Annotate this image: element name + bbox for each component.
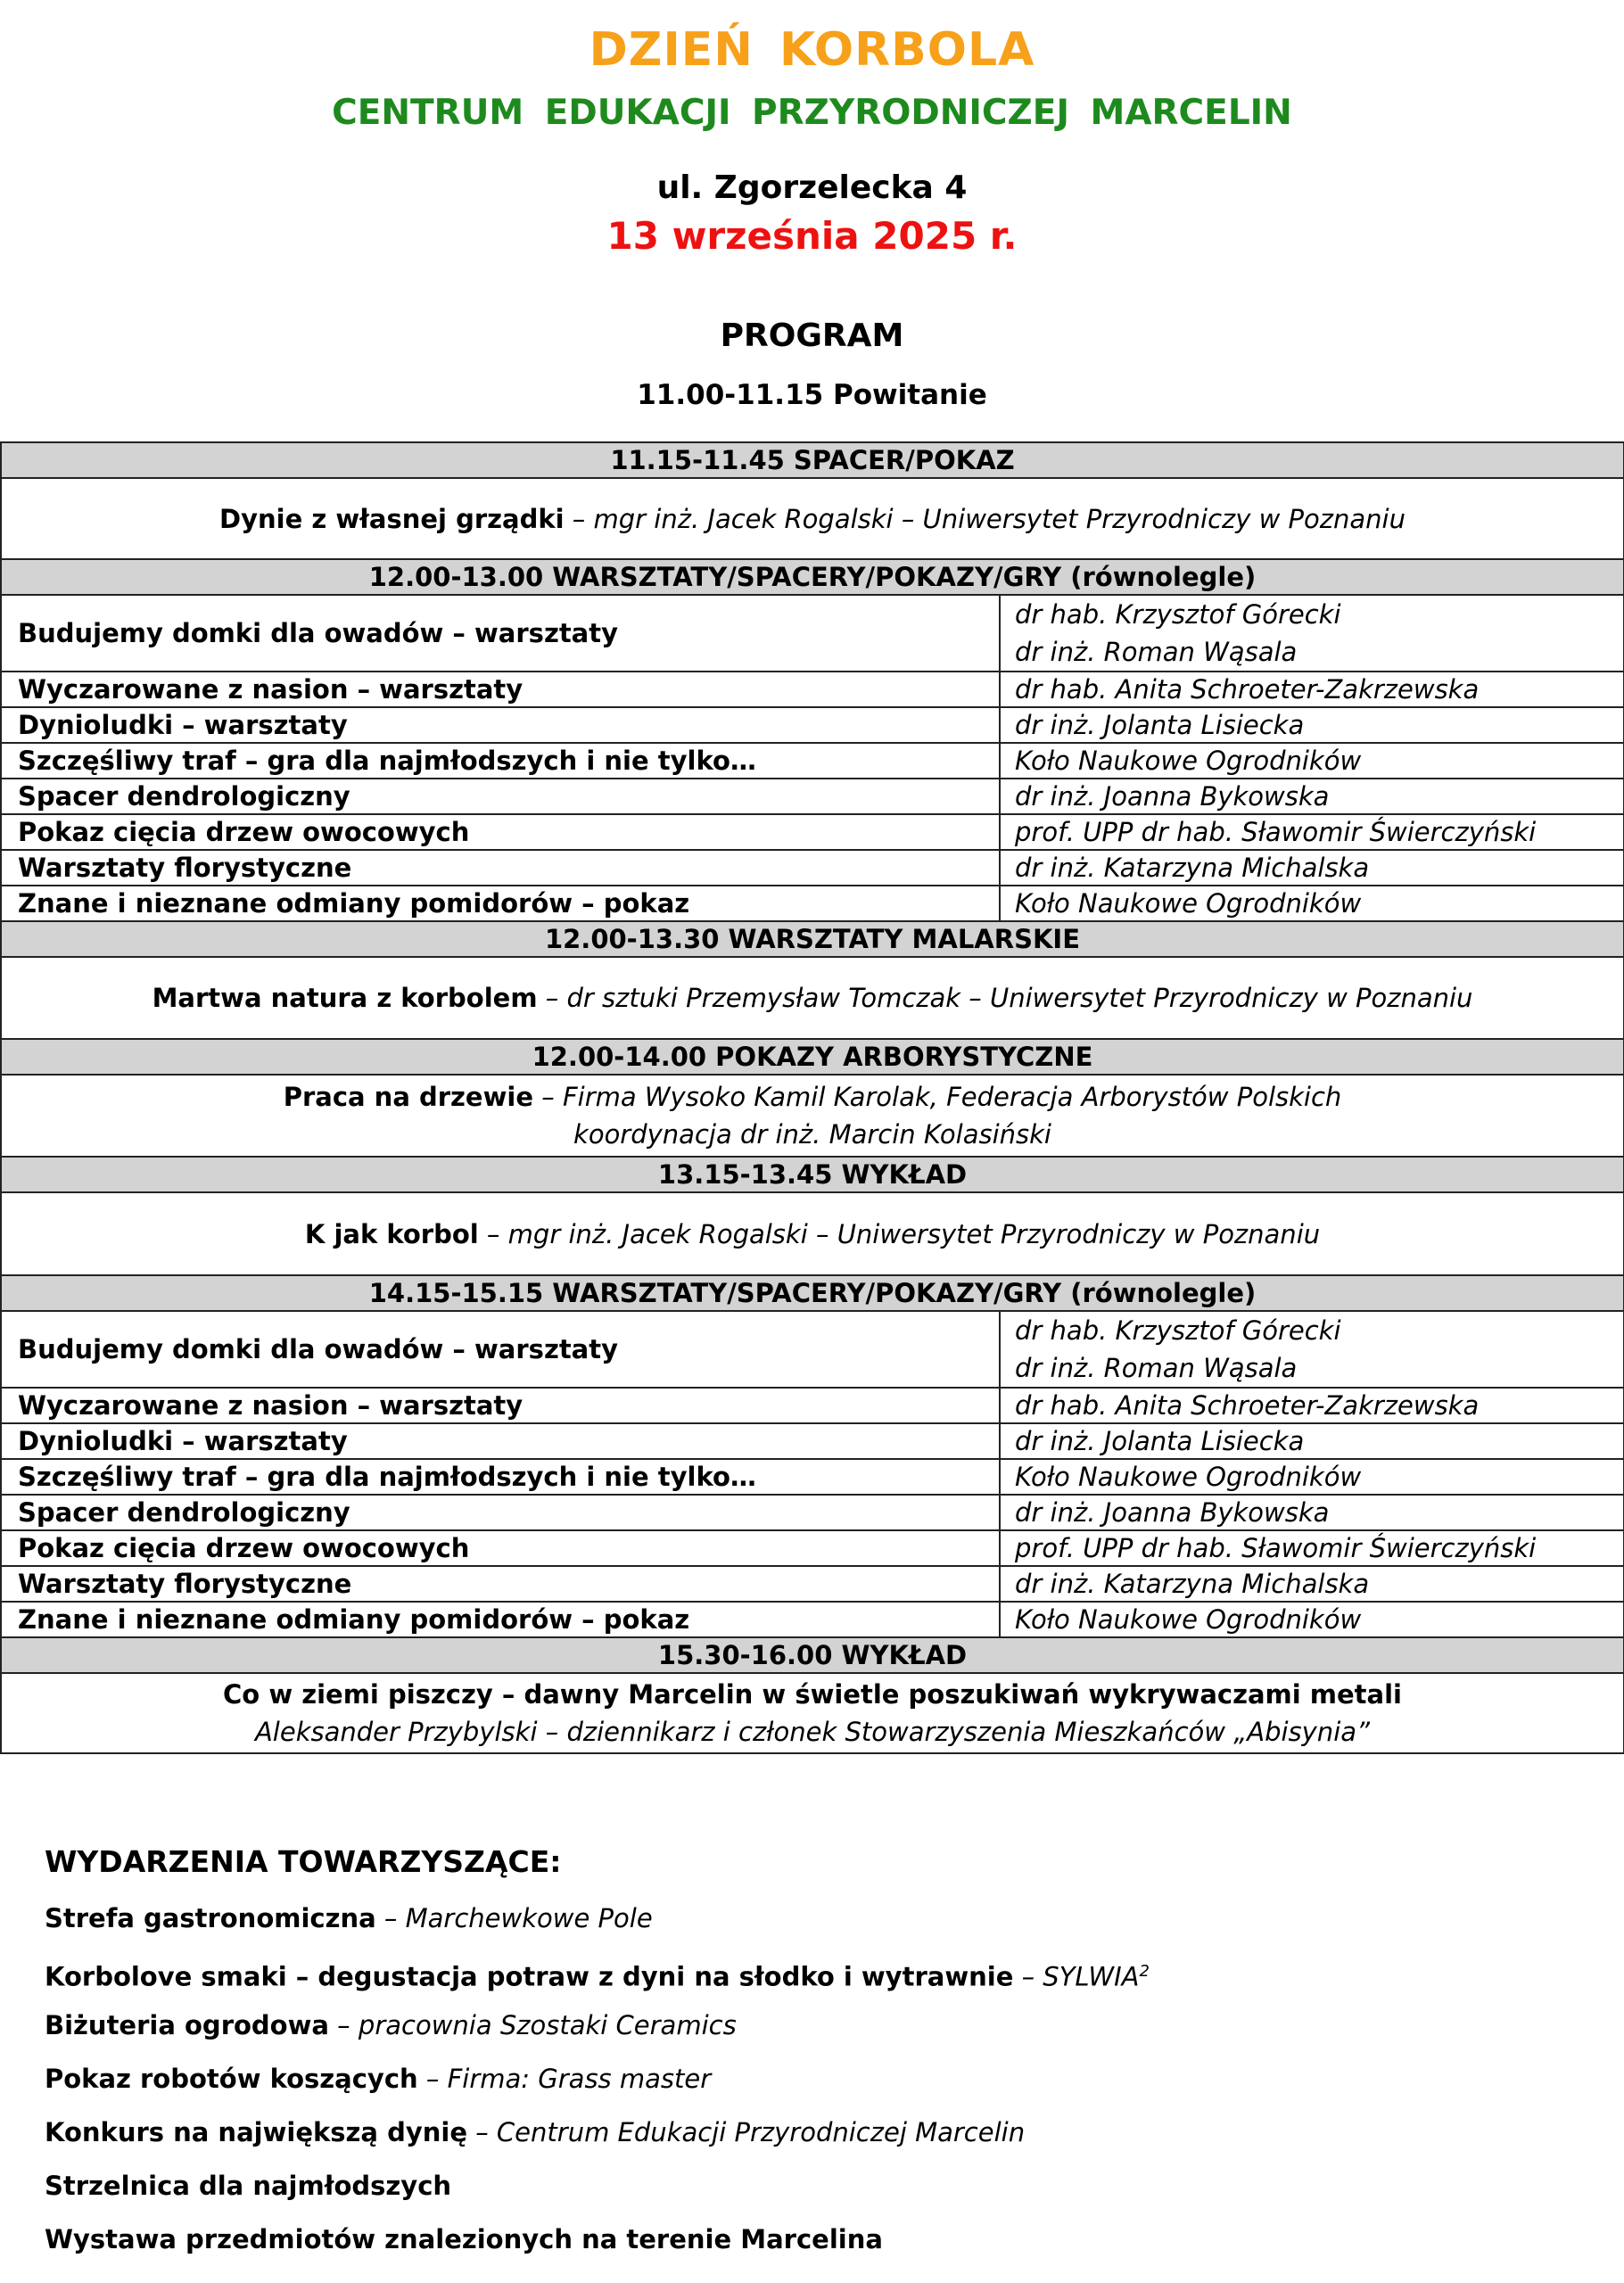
- activity-leader: dr hab. Krzysztof Górecki: [1015, 1315, 1341, 1346]
- table-row: [1, 1495, 1624, 1530]
- section-header-arborist: [1, 1039, 1624, 1075]
- session-title: Martwa natura z korbolem: [152, 983, 538, 1013]
- activity-name: Znane i nieznane odmiany pomidorów – pokaz: [1, 886, 1000, 921]
- section-content-lecture2: [1, 1673, 1624, 1753]
- section-heading: 13.15-13.45 WYKŁAD: [1, 1157, 1624, 1192]
- side-event-details: – Firma: Grass master: [417, 2064, 712, 2094]
- table-row: [1, 814, 1624, 850]
- side-event-details: – SYLWIA: [1013, 1961, 1140, 1992]
- section-heading: 14.15-15.15 WARSZTATY/SPACERY/POKAZY/GRY (równolegle): [1, 1275, 1624, 1311]
- side-event-title: Konkurs na największą dynię: [45, 2117, 467, 2147]
- table-row: [1, 1602, 1624, 1637]
- section-heading: 11.15-11.45 SPACER/POKAZ: [1, 442, 1624, 478]
- activity-leader: dr inż. Roman Wąsala: [1015, 637, 1298, 667]
- session-title: K jak korbol: [304, 1218, 479, 1249]
- side-event-item: [45, 2007, 1150, 2061]
- table-row: [1, 1566, 1624, 1602]
- organizer-name: CENTRUM EDUKACJI PRZYRODNICZEJ MARCELIN: [332, 93, 1292, 133]
- activity-leader: dr inż. Roman Wąsala: [1015, 1353, 1298, 1383]
- section-header-block1: [1, 559, 1624, 595]
- session-details: – Firma Wysoko Kamil Karolak, Federacja Arborystów Polskich: [533, 1082, 1342, 1112]
- side-event-title: Strefa gastronomiczna: [45, 1903, 376, 1933]
- activity-name: Warsztaty florystyczne: [1, 1566, 1000, 1602]
- activity-name: Pokaz cięcia drzew owocowych: [1, 1530, 1000, 1566]
- activity-name: Spacer dendrologiczny: [1, 1495, 1000, 1530]
- table-row: [1, 595, 1624, 672]
- table-row: [1, 672, 1624, 707]
- session-details: – dr sztuki Przemysław Tomczak – Uniwersytet Przyrodniczy w Poznaniu: [537, 983, 1473, 1013]
- activity-leader: dr hab. Anita Schroeter-Zakrzewska: [1000, 1388, 1624, 1423]
- table-row: [1, 1311, 1624, 1388]
- activity-leader: dr inż. Joanna Bykowska: [1000, 1495, 1624, 1530]
- side-event-title: Wystawa przedmiotów znalezionych na terenie Marcelina: [45, 2224, 883, 2254]
- side-event-title: Biżuteria ogrodowa: [45, 2010, 329, 2040]
- table-row: [1, 1459, 1624, 1495]
- table-row: [1, 707, 1624, 743]
- activity-name: Budujemy domki dla owadów – warsztaty: [1, 595, 1000, 672]
- activity-leader: Koło Naukowe Ogrodników: [1000, 886, 1624, 921]
- table-row: [1, 850, 1624, 886]
- section-header-spacer: [1, 442, 1624, 478]
- section-content-lecture1: [1, 1192, 1624, 1275]
- side-event-item: [45, 2168, 1150, 2221]
- activity-leader: Koło Naukowe Ogrodników: [1000, 1602, 1624, 1637]
- section-content-spacer: [1, 478, 1624, 559]
- activity-name: Szczęśliwy traf – gra dla najmłodszych i nie tylko…: [1, 1459, 1000, 1495]
- welcome-slot: 11.00-11.15 Powitanie: [637, 379, 987, 411]
- session-title: Dynie z własnej grządki: [219, 503, 565, 534]
- activity-leader: dr hab. Krzysztof Górecki: [1015, 599, 1341, 630]
- section-header-lecture1: [1, 1157, 1624, 1192]
- activity-leader: dr inż. Jolanta Lisiecka: [1000, 707, 1624, 743]
- activity-leader: Koło Naukowe Ogrodników: [1000, 1459, 1624, 1495]
- side-event-item: [45, 2061, 1150, 2114]
- event-address: ul. Zgorzelecka 4: [656, 169, 968, 206]
- side-event-superscript: 2: [1139, 1962, 1150, 1981]
- activity-name: Budujemy domki dla owadów – warsztaty: [1, 1311, 1000, 1388]
- session-title: Praca na drzewie: [283, 1082, 534, 1112]
- activity-name: Znane i nieznane odmiany pomidorów – pokaz: [1, 1602, 1000, 1637]
- section-content-arborist: [1, 1075, 1624, 1157]
- session-coordination: koordynacja dr inż. Marcin Kolasiński: [573, 1119, 1051, 1150]
- session-title: Co w ziemi piszczy – dawny Marcelin w świetle poszukiwań wykrywaczami metali: [223, 1679, 1402, 1710]
- side-events: [45, 1844, 1150, 2275]
- activity-name: Szczęśliwy traf – gra dla najmłodszych i nie tylko…: [1, 743, 1000, 779]
- side-event-item: [45, 1954, 1150, 2007]
- table-row: [1, 886, 1624, 921]
- activity-leader: Koło Naukowe Ogrodników: [1000, 743, 1624, 779]
- activity-name: Dynioludki – warsztaty: [1, 707, 1000, 743]
- section-heading: 12.00-14.00 POKAZY ARBORYSTYCZNE: [1, 1039, 1624, 1075]
- section-heading: 15.30-16.00 WYKŁAD: [1, 1637, 1624, 1673]
- activity-leader: prof. UPP dr hab. Sławomir Świerczyński: [1000, 814, 1624, 850]
- session-speaker: Aleksander Przybylski – dziennikarz i członek Stowarzyszenia Mieszkańców „Abisynia”: [254, 1717, 1371, 1747]
- table-row: [1, 779, 1624, 814]
- table-row: [1, 743, 1624, 779]
- event-date: 13 września 2025 r.: [606, 214, 1018, 258]
- side-event-item: [45, 2114, 1150, 2168]
- session-details: – mgr inż. Jacek Rogalski – Uniwersytet Przyrodniczy w Poznaniu: [478, 1218, 1321, 1249]
- activity-name: Warsztaty florystyczne: [1, 850, 1000, 886]
- side-event-title: Pokaz robotów koszących: [45, 2064, 418, 2094]
- activity-name: Pokaz cięcia drzew owocowych: [1, 814, 1000, 850]
- section-content-painting: [1, 957, 1624, 1039]
- activity-name: Wyczarowane z nasion – warsztaty: [1, 672, 1000, 707]
- program-heading: PROGRAM: [720, 317, 904, 354]
- side-events-heading: WYDARZENIA TOWARZYSZĄCE:: [45, 1844, 562, 1879]
- side-event-details: – pracownia Szostaki Ceramics: [328, 2010, 737, 2040]
- section-heading: 12.00-13.00 WARSZTATY/SPACERY/POKAZY/GRY (równolegle): [1, 559, 1624, 595]
- side-event-title: Korbolove smaki – degustacja potraw z dyni na słodko i wytrawnie: [45, 1961, 1014, 1992]
- activity-leader: prof. UPP dr hab. Sławomir Świerczyński: [1000, 1530, 1624, 1566]
- side-event-item: [45, 1900, 1150, 1954]
- activity-name: Spacer dendrologiczny: [1, 779, 1000, 814]
- schedule-table: [0, 441, 1624, 1754]
- table-row: [1, 1423, 1624, 1459]
- activity-name: Dynioludki – warsztaty: [1, 1423, 1000, 1459]
- section-header-block2: [1, 1275, 1624, 1311]
- table-row: [1, 1530, 1624, 1566]
- event-title: DZIEŃ KORBOLA: [589, 23, 1035, 77]
- activity-leader: dr inż. Katarzyna Michalska: [1000, 1566, 1624, 1602]
- activity-name: Wyczarowane z nasion – warsztaty: [1, 1388, 1000, 1423]
- activity-leader: dr inż. Katarzyna Michalska: [1000, 850, 1624, 886]
- activity-leader: dr inż. Joanna Bykowska: [1000, 779, 1624, 814]
- section-header-lecture2: [1, 1637, 1624, 1673]
- table-row: [1, 1388, 1624, 1423]
- side-event-details: – Centrum Edukacji Przyrodniczej Marcelin: [467, 2117, 1026, 2147]
- activity-leader: dr hab. Anita Schroeter-Zakrzewska: [1000, 672, 1624, 707]
- section-header-painting: [1, 921, 1624, 957]
- side-event-details: – Marchewkowe Pole: [375, 1903, 653, 1933]
- session-details: – mgr inż. Jacek Rogalski – Uniwersytet Przyrodniczy w Poznaniu: [564, 503, 1406, 534]
- side-event-title: Strzelnica dla najmłodszych: [45, 2171, 452, 2201]
- activity-leader: dr inż. Jolanta Lisiecka: [1000, 1423, 1624, 1459]
- section-heading: 12.00-13.30 WARSZTATY MALARSKIE: [1, 921, 1624, 957]
- side-event-item: [45, 2221, 1150, 2275]
